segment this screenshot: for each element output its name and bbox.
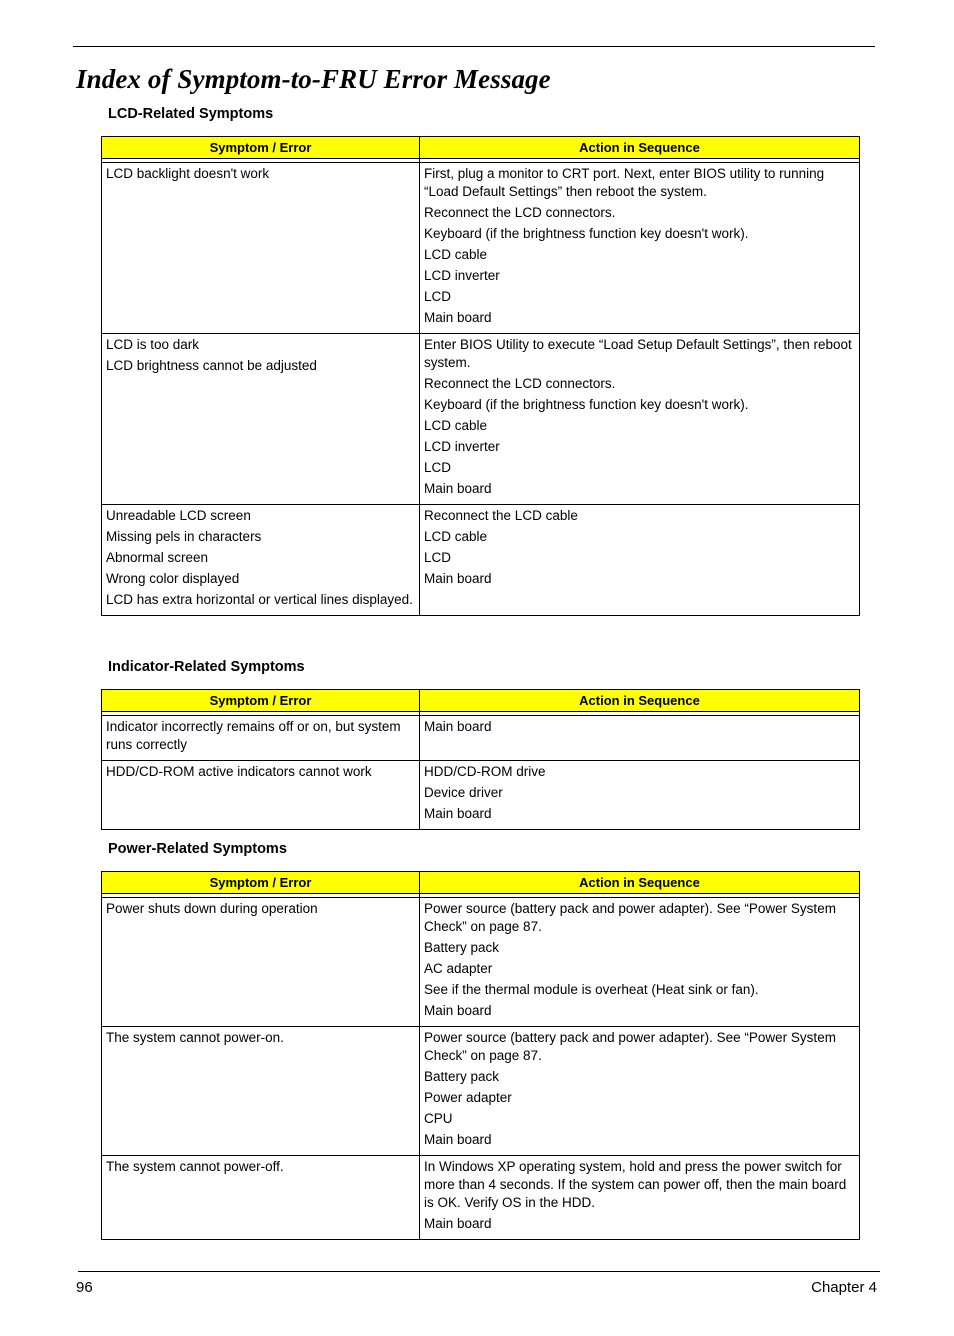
table-row xyxy=(102,1156,860,1240)
symptom-cell xyxy=(102,761,420,830)
action-step: Device driver xyxy=(424,785,503,800)
symptom-text: Unreadable LCD screen xyxy=(106,508,251,523)
symptom-text: Missing pels in characters xyxy=(106,529,262,544)
page-title: Index of Symptom-to-FRU Error Message xyxy=(76,64,551,94)
page-number: 96 xyxy=(76,1279,93,1296)
symptom-text: LCD has extra horizontal or vertical lines displayed. xyxy=(106,592,413,607)
symptom-cell xyxy=(102,163,420,334)
symptom-cell xyxy=(102,505,420,616)
action-step: Main board xyxy=(424,1003,492,1018)
action-step: Main board xyxy=(424,481,492,496)
symptom-column-header: Symptom / Error xyxy=(102,872,420,894)
action-step: Main board xyxy=(424,806,492,821)
action-step: Main board xyxy=(424,571,492,586)
symptom-text: Wrong color displayed xyxy=(106,571,240,586)
table-row xyxy=(102,716,860,761)
bottom-rule xyxy=(78,1271,880,1272)
action-cell xyxy=(420,716,860,761)
action-step: Main board xyxy=(424,310,492,325)
action-step: Power adapter xyxy=(424,1090,512,1105)
symptom-text: LCD backlight doesn't work xyxy=(106,166,270,181)
action-step: Keyboard (if the brightness function key doesn't work). xyxy=(424,226,749,241)
action-cell xyxy=(420,334,860,505)
action-step: Battery pack xyxy=(424,940,500,955)
action-column-header: Action in Sequence xyxy=(420,872,860,894)
symptom-text: Indicator incorrectly remains off or on, but system runs correctly xyxy=(106,719,401,752)
symptom-text: Abnormal screen xyxy=(106,550,209,565)
action-cell xyxy=(420,505,860,616)
action-step: Reconnect the LCD connectors. xyxy=(424,376,616,391)
symptom-text: Power shuts down during operation xyxy=(106,901,318,916)
action-step: Power source (battery pack and power adapter). See “Power System Check” on page 87. xyxy=(424,1030,836,1063)
indicator-symptoms-table xyxy=(101,689,860,830)
action-step: LCD cable xyxy=(424,529,488,544)
action-step: LCD inverter xyxy=(424,268,500,283)
lcd-symptoms-table xyxy=(101,136,860,616)
symptom-cell xyxy=(102,334,420,505)
action-step: Keyboard (if the brightness function key doesn't work). xyxy=(424,397,749,412)
section-title-indicator: Indicator-Related Symptoms xyxy=(108,659,305,675)
action-step: See if the thermal module is overheat (Heat sink or fan). xyxy=(424,982,759,997)
table-row xyxy=(102,334,860,505)
action-step: CPU xyxy=(424,1111,453,1126)
action-step: Enter BIOS Utility to execute “Load Setup Default Settings”, then reboot system. xyxy=(424,337,852,370)
table-row xyxy=(102,1027,860,1156)
action-step: LCD cable xyxy=(424,247,488,262)
action-cell xyxy=(420,898,860,1027)
symptom-cell xyxy=(102,1027,420,1156)
action-step: Main board xyxy=(424,1216,492,1231)
action-step: Main board xyxy=(424,1132,492,1147)
table-row xyxy=(102,898,860,1027)
action-column-header: Action in Sequence xyxy=(420,690,860,712)
action-cell xyxy=(420,1156,860,1240)
action-step: First, plug a monitor to CRT port. Next, enter BIOS utility to running “Load Default Settings” then reboot the system. xyxy=(424,166,825,199)
action-step: Main board xyxy=(424,719,492,734)
action-cell xyxy=(420,163,860,334)
table-row xyxy=(102,505,860,616)
action-step: In Windows XP operating system, hold and press the power switch for more than 4 seconds. If the system can power off, then the main board is OK. Verify OS in the HDD. xyxy=(424,1159,847,1210)
top-rule xyxy=(73,46,875,47)
symptom-text: The system cannot power-on. xyxy=(106,1030,284,1045)
symptom-text: HDD/CD-ROM active indicators cannot work xyxy=(106,764,372,779)
symptom-cell xyxy=(102,716,420,761)
symptom-column-header: Symptom / Error xyxy=(102,137,420,159)
action-step: Reconnect the LCD connectors. xyxy=(424,205,616,220)
symptom-cell xyxy=(102,1156,420,1240)
action-step: Reconnect the LCD cable xyxy=(424,508,578,523)
symptom-text: The system cannot power-off. xyxy=(106,1159,284,1174)
symptom-cell xyxy=(102,898,420,1027)
chapter-label: Chapter 4 xyxy=(811,1279,877,1296)
action-step: LCD xyxy=(424,460,452,475)
action-step: LCD xyxy=(424,289,452,304)
section-title-lcd: LCD-Related Symptoms xyxy=(108,106,274,122)
action-step: LCD xyxy=(424,550,452,565)
table-row xyxy=(102,761,860,830)
section-title-power: Power-Related Symptoms xyxy=(108,841,287,857)
action-step: HDD/CD-ROM drive xyxy=(424,764,546,779)
action-step: AC adapter xyxy=(424,961,493,976)
action-step: LCD cable xyxy=(424,418,488,433)
power-symptoms-table xyxy=(101,871,860,1240)
symptom-text: LCD brightness cannot be adjusted xyxy=(106,358,317,373)
table-row xyxy=(102,163,860,334)
action-step: LCD inverter xyxy=(424,439,500,454)
action-step: Power source (battery pack and power adapter). See “Power System Check” on page 87. xyxy=(424,901,836,934)
action-step: Battery pack xyxy=(424,1069,500,1084)
symptom-column-header: Symptom / Error xyxy=(102,690,420,712)
action-column-header: Action in Sequence xyxy=(420,137,860,159)
action-cell xyxy=(420,1027,860,1156)
action-cell xyxy=(420,761,860,830)
symptom-text: LCD is too dark xyxy=(106,337,200,352)
